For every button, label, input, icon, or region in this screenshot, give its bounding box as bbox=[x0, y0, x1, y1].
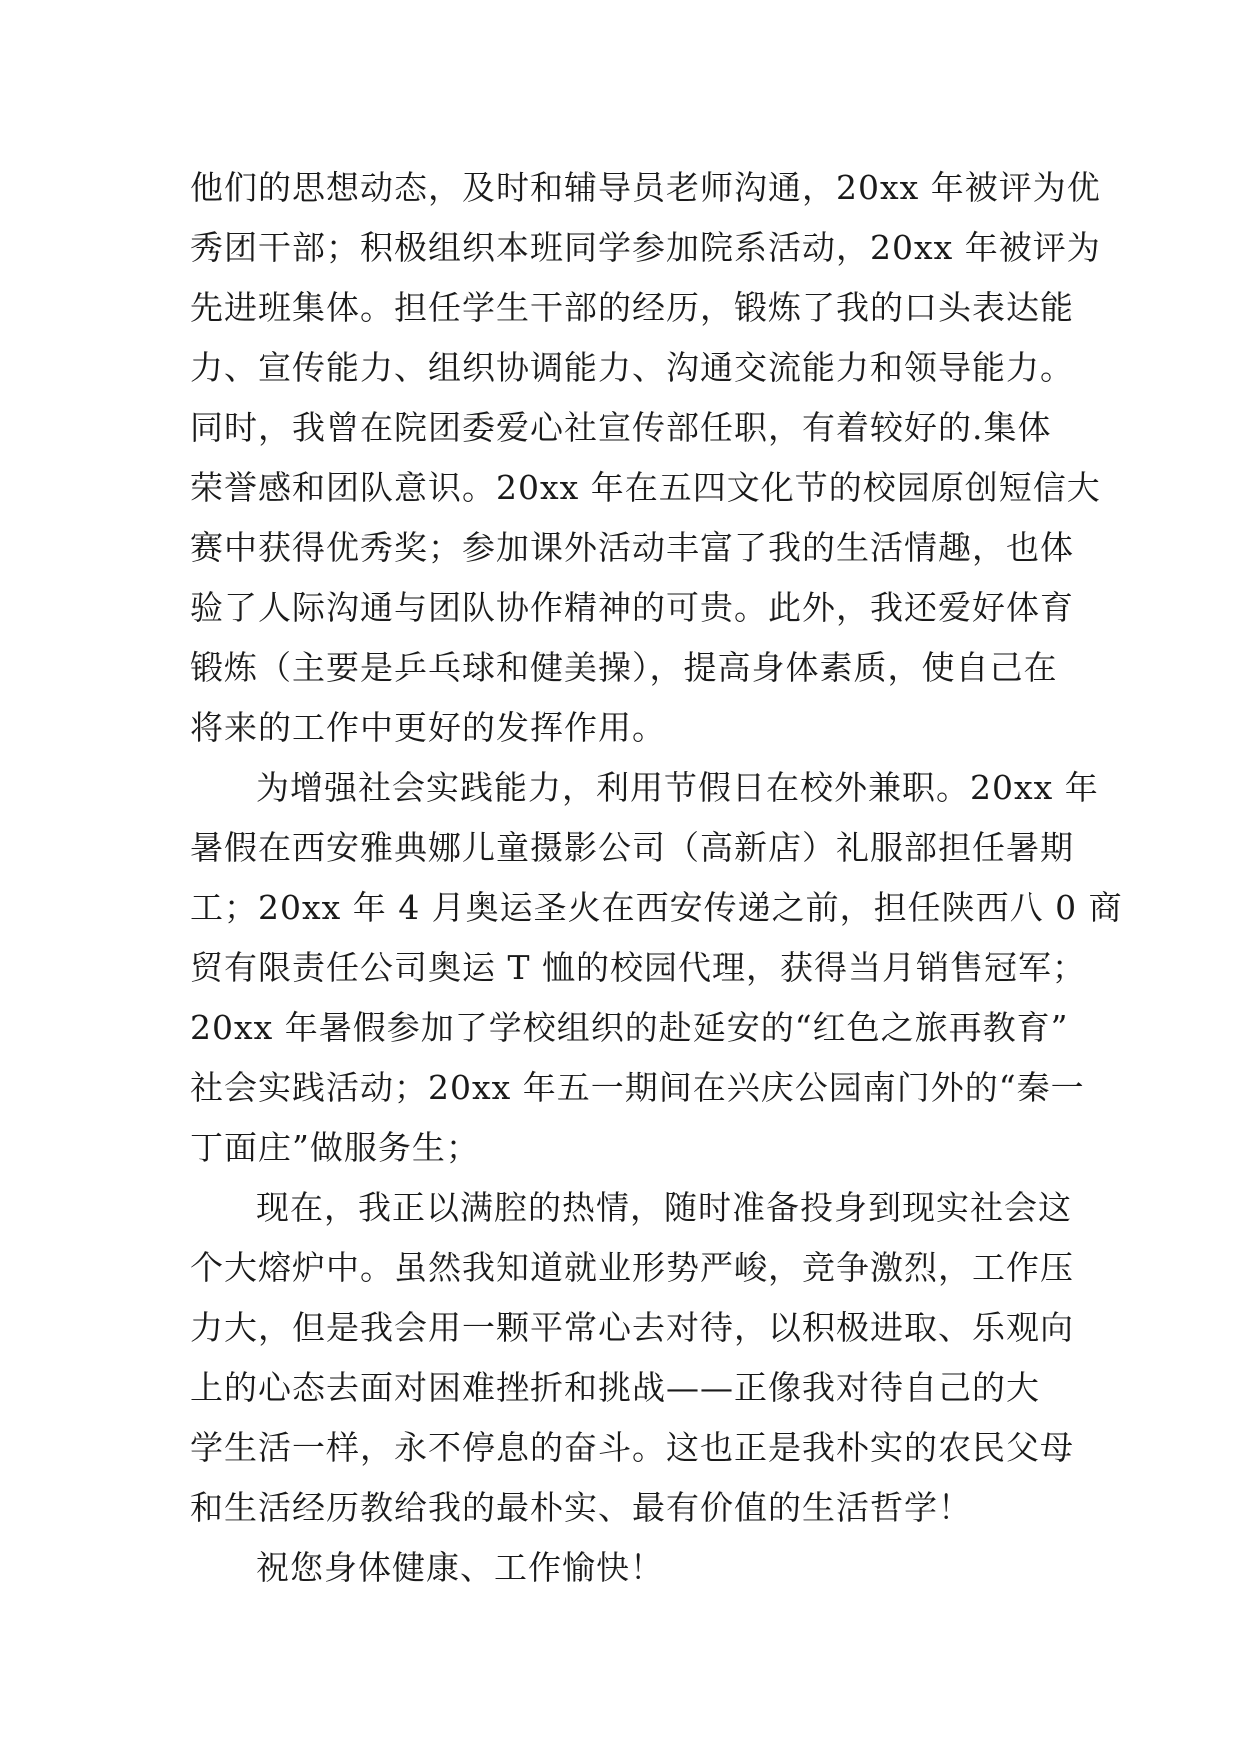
text-line: 力大，但是我会用一颗平常心去对待，以积极进取、乐观向 bbox=[190, 1308, 1074, 1347]
paragraph-social-practice bbox=[190, 758, 1123, 1178]
text-line: 锻炼（主要是乒乓球和健美操），提高身体素质，使自己在 bbox=[190, 648, 1058, 687]
text-line: 赛中获得优秀奖；参加课外活动丰富了我的生活情趣，也体 bbox=[190, 528, 1074, 567]
text-line: 学生活一样，永不停息的奋斗。这也正是我朴实的农民父母 bbox=[190, 1428, 1074, 1467]
text-line: 现在，我正以满腔的热情，随时准备投身到现实社会这 bbox=[256, 1188, 1072, 1227]
text-line: 为增强社会实践能力，利用节假日在校外兼职。20xx 年 bbox=[256, 768, 1099, 807]
text-line: 荣誉感和团队意识。20xx 年在五四文化节的校园原创短信大 bbox=[190, 468, 1101, 507]
text-line: 工；20xx 年 4 月奥运圣火在西安传递之前，担任陕西八 0 商 bbox=[190, 888, 1123, 927]
text-line: 丁面庄”做服务生； bbox=[190, 1128, 480, 1167]
closing-line: 祝您身体健康、工作愉快！ bbox=[256, 1548, 664, 1587]
text-line: 20xx 年暑假参加了学校组织的赴延安的“红色之旅再教育” bbox=[190, 1008, 1069, 1047]
text-line: 上的心态去面对困难挫折和挑战——正像我对待自己的大 bbox=[190, 1368, 1040, 1407]
paragraph-student-cadre-experience bbox=[190, 158, 1101, 758]
text-line: 秀团干部；积极组织本班同学参加院系活动，20xx 年被评为 bbox=[190, 228, 1101, 267]
paragraph-closing-wish bbox=[190, 1538, 1050, 1598]
text-line: 先进班集体。担任学生干部的经历，锻炼了我的口头表达能 bbox=[190, 288, 1074, 327]
text-line: 他们的思想动态，及时和辅导员老师沟通，20xx 年被评为优 bbox=[190, 168, 1101, 207]
paragraph-life-philosophy bbox=[190, 1178, 1074, 1538]
text-line: 贸有限责任公司奥运 T 恤的校园代理，获得当月销售冠军； bbox=[190, 948, 1086, 987]
letter-body bbox=[190, 158, 1123, 1598]
text-line: 暑假在西安雅典娜儿童摄影公司（高新店）礼服部担任暑期 bbox=[190, 828, 1074, 867]
text-line: 将来的工作中更好的发挥作用。 bbox=[190, 708, 666, 747]
text-line: 社会实践活动；20xx 年五一期间在兴庆公园南门外的“秦一 bbox=[190, 1068, 1085, 1107]
text-line: 个大熔炉中。虽然我知道就业形势严峻，竞争激烈，工作压 bbox=[190, 1248, 1074, 1287]
text-line: 和生活经历教给我的最朴实、最有价值的生活哲学！ bbox=[190, 1488, 972, 1527]
text-line: 验了人际沟通与团队协作精神的可贵。此外，我还爱好体育 bbox=[190, 588, 1074, 627]
text-line: 同时，我曾在院团委爱心社宣传部任职，有着较好的.集体 bbox=[190, 408, 1052, 447]
text-line: 力、宣传能力、组织协调能力、沟通交流能力和领导能力。 bbox=[190, 348, 1074, 387]
